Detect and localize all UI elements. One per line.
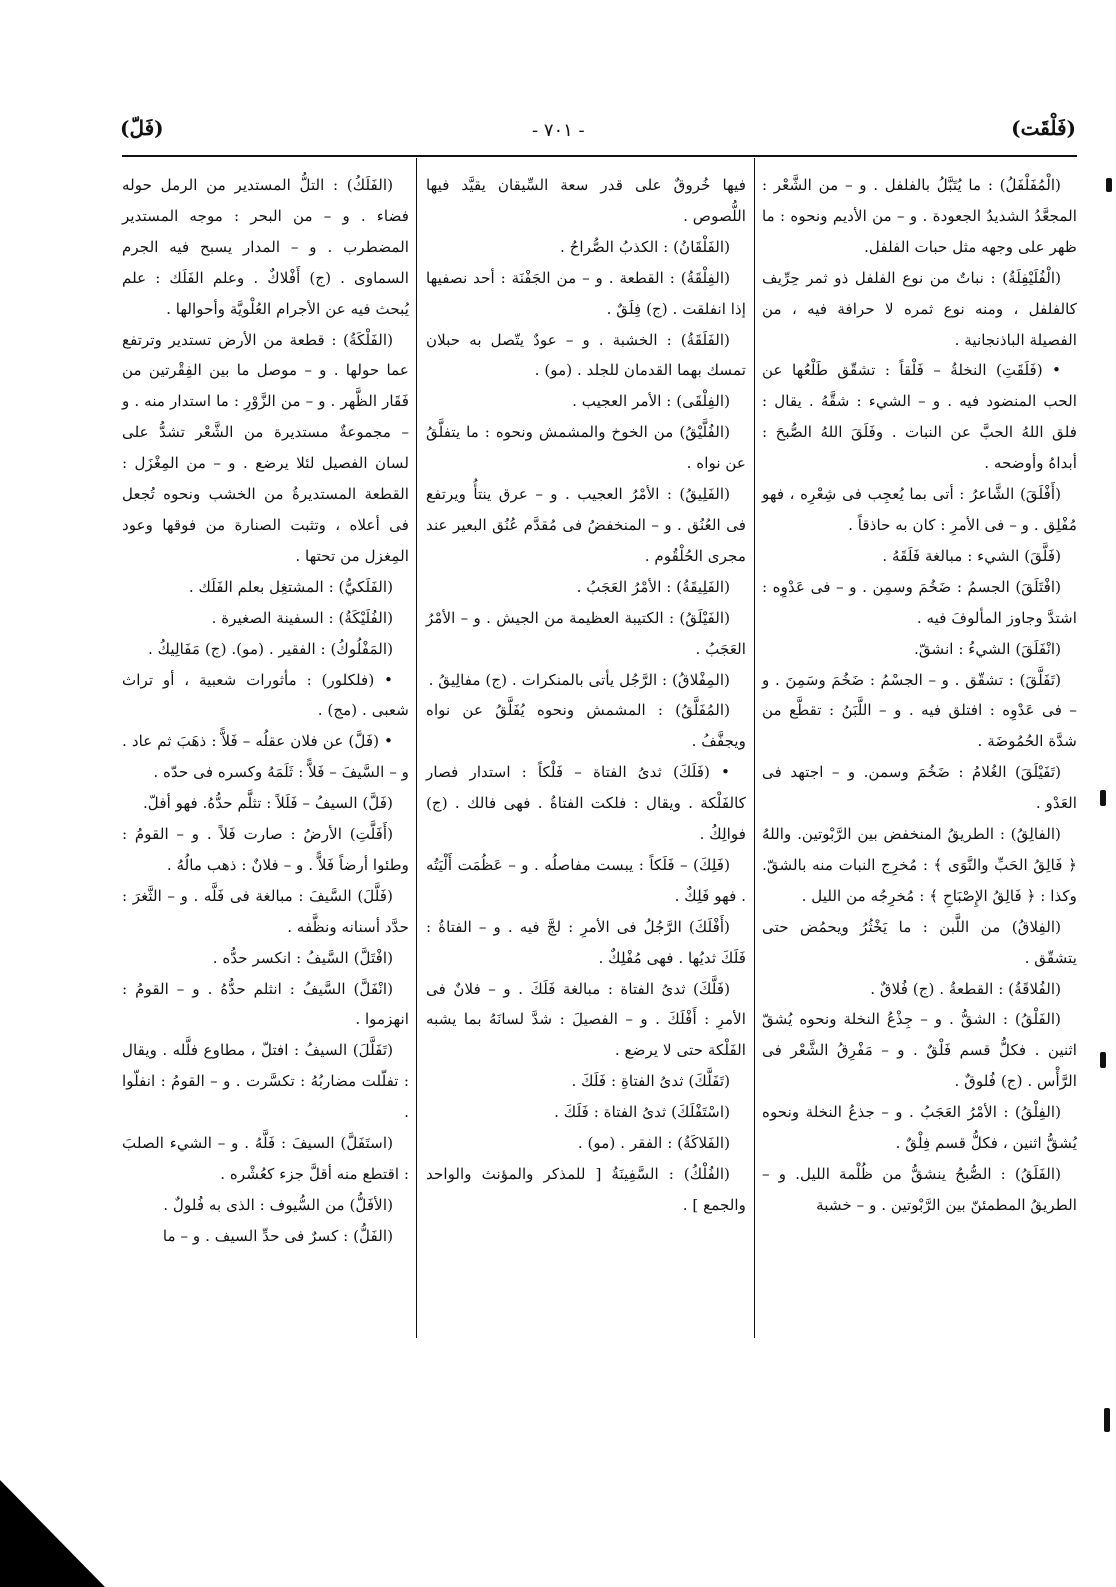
dictionary-entry: (الفِلْقَةُ) : القطعة . و – من الجَفْنَة : أحد نصفيها إذا انفلقت . (ج) فِلَقٌ . — [426, 268, 746, 318]
margin-mark — [1104, 1408, 1110, 1432]
corner-shadow — [0, 1480, 105, 1587]
dictionary-entry: (الْفُلَيْفِلَةُ) : نباتٌ من نوع الفلفل ذو ثمر حِرِّيف كالفلفل ، ومنه نوع ثمره لا حرافة فيه ، من الفصيلة الباذنجانية . — [762, 268, 1077, 349]
dictionary-entry: (الفُلْكُ) : السَّفِينَةُ [ للمذكر والمؤنث والواحد والجمع ] . — [426, 1165, 746, 1214]
dictionary-entry: (فَلِكَ) – فَلَكاً : يبست مفاصلُه . و – عَظُمَت أَلْيَتُه . فهو فَلِكٌ . — [426, 855, 746, 905]
column-right — [762, 170, 1077, 1221]
dictionary-entry: (تَفَلَّكَ) ثدىُ الفتاةِ : فَلَكَ . — [571, 1072, 730, 1091]
dictionary-entry: (أَفْلَكَ) الرَّجُلُ فى الأمرِ : لجَّ فيه . و – الفتاةُ : فَلَكَ ثديُها . فهى مُفْلِكٌ . — [426, 917, 746, 967]
dictionary-entry: (المُفَلَّقُ) : المشمش ونحوه يُفَلَّقُ عن نواه ويجفَّفُ . — [426, 701, 746, 751]
dictionary-entry: (الفالِقُ) : الطريقُ المنخفض بين الرَّبْوتين. واللهُ ﴿ فَالِقُ الحَبِّ والنَّوَى ﴾ : مُخرِج النبات منه بالشقّ. وكذا : ﴿ فَالِقُ الإِصْبَاحِ ﴾ : مُخرِجُه من الليل . — [762, 825, 1077, 905]
dictionary-entry: (الفَلْكَةُ) : قطعة من الأرض تستدير وترتفع عما حولها . و – موصل ما بين الفِقْرتين من فَقَار الظَّهر . و – من الزَّوْرِ : ما استدار منه . و – مجموعةٌ مستديرة من الشَّعْر تشدُّ على لسان الفصيل لئلا يرضع . و – من المِغْزَل : القطعة المستديرةُ من الخشب ونحوه تُجعل فى أعلاه ، وتثبت الصنارة من فوقها وعود المِغزل من تحتها . — [122, 330, 409, 565]
dictionary-entry: (المَفْلُوكُ) : الفقير . (مو). (ج) مَفَالِيكُ . — [147, 639, 393, 658]
dictionary-entry: (تَفَلَّلَ) السيفُ : افتلّ ، مطاوع فلَّله . ويقال : تفلّلت مضاربُهُ : تكسَّرت . و – القومُ : انفلّوا . — [122, 1041, 409, 1122]
dictionary-entry: (فَلَّكَ) ثدىُ الفتاة : مبالغة فَلَكَ . و – فلانٌ فى الأمرِ : أَفْلَكَ . و – الفصيلَ : شدَّ لسانَهُ بما يشبه الفَلْكة حتى لا يرضع . — [426, 979, 746, 1060]
page-number: - ٧٠١ - — [532, 120, 585, 141]
dictionary-entry: (الفَلَكُ) : التلُّ المستدير من الرمل حوله فضاء . و – من البحر : موجه المستدير المضطرب . و – المدار يسبح فيه الجرم السماوى . (ج) أَفْلاكٌ . وعلم الفَلَك : علم يُبحث فيه عن الأجرام العُلْويَّة وأحوالها . — [122, 176, 409, 318]
dictionary-entry: (الفَلِيقُ) : الأمْرُ العجيب . و – عرق ينتأُ ويرتفع فى العُنُق . و – المنخفضُ فى مُقدَّم عُنُق البعير عند مجرى الحُلْقُوم . — [426, 485, 746, 565]
dictionary-entry: (الفَيْلَقُ) : الكتيبة العظيمة من الجيش . و – الأمْرُ العَجَبُ . — [426, 608, 746, 658]
dictionary-entry: (المِفْلاقُ) : الرَّجُل يأتى بالمنكرات . (ج) مفالِيقُ . — [428, 670, 730, 689]
dictionary-entry: (الفُلاقَةُ) : القطعةُ . (ج) فُلاقٌ . — [870, 979, 1061, 998]
dictionary-entry: • (فلكلور) : مأثورات شعبية ، أو تراث شعبى . (مج) . — [122, 670, 409, 720]
margin-mark — [1106, 178, 1112, 192]
dictionary-entry: (الفَلْقَانُ) : الكذبُ الصُّراحُ . — [559, 237, 730, 256]
dictionary-entry: • (فَلَقَتِ) النخلةُ – فَلْقاً : تشقّق طَلْعُها عن الحب المنضود فيه . و – الشيء : شقَّهُ . يقال : فلق اللهُ الحبَّ عن النبات . وفَلَقَ اللهُ الصُّبحَ : أبداهُ وأوضحه . — [762, 361, 1077, 473]
header-root-word: (فَلْقَت) — [1011, 116, 1076, 140]
dictionary-entry: (الفَلَكيُّ) : المشتغِل بعلم الفَلَك . — [188, 577, 393, 596]
header-end-word: (فَلّ) — [120, 116, 164, 140]
dictionary-entry: (اسْتَفْلَكَ) ثدىُ الفتاة : فَلَكَ . — [554, 1103, 730, 1122]
dictionary-entry: (الْمُفَلْفَلُ) : ما يُتَبَّلُ بالفلفل . و – من الشَّعْر : المجعَّدُ الشديدُ الجعودة . و – من الأديم ونحوه : ما ظهر على وجهه مثل حبات الفلفل. — [762, 176, 1077, 256]
dictionary-entry: (الفَلْقُ) : الشقُّ . و – جِذْعُ النخلة ونحوه يُشقّ اثنين . فكلُّ قسم فَلْقٌ . و – مَفْرِقُ الشَّعْر فى الرَّأْس . (ج) فُلوقٌ . — [762, 1010, 1077, 1091]
dictionary-entry: (الفِلْقَى) : الأمر العجيب . — [572, 392, 730, 411]
dictionary-entry: (الفَلَقُ) : الصُّبحُ ينشقُّ من ظُلْمة الليل. و – الطريقُ المطمئنّ بين الرَّبْوتين . و – خشبة — [762, 1165, 1077, 1214]
dictionary-entry: (الفُلَّيْقُ) من الخوخ والمشمش ونحوه : ما يتفلَّقُ عن نواه . — [426, 423, 746, 473]
margin-mark — [1100, 1052, 1106, 1068]
dictionary-entry: (الفَلِيقَةُ) : الأمْرُ العَجَبُ . — [576, 577, 730, 596]
header-rule — [122, 155, 1077, 157]
dictionary-entry: فيها خُروقٌ على قدر سعة السِّيقان يقيَّد فيها اللُّصوص . — [426, 176, 746, 225]
dictionary-entry: (فَلَّلَ) السَّيفَ : مبالغة فى فَلَّه . و – الثَّغرَ : حدَّد أسنانه ونظَّفه . — [122, 886, 409, 936]
dictionary-entry: • (فَلَكَ) ثدىُ الفتاة – فَلْكاً : استدار فصار كالفَلْكة . ويقال : فلكت الفتاةُ . فهى فالك . (ج) فوالِكُ . — [426, 763, 746, 844]
dictionary-entry: (انْفَلَّ) السَّيفُ : انثلم حدُّهُ . و – القومُ : انهزموا . — [122, 979, 409, 1029]
column-left — [122, 170, 409, 1252]
dictionary-entry: (انْفَلَقَ) الشيءُ : انشقّ. — [914, 639, 1061, 658]
margin-mark — [1100, 790, 1106, 806]
column-middle — [426, 170, 746, 1221]
dictionary-entry: (أَفْلَقَ) الشَّاعرُ : أتى بما يُعجِب فى شِعْرِه ، فهو مُفْلِق . و – فى الأمرِ : كان به حاذقاً . — [762, 485, 1077, 534]
dictionary-entry: (الفَلُّ) : كسرٌ فى حدِّ السيف . و – ما — [162, 1226, 393, 1245]
dictionary-entry: (أَفَلَّتِ) الأرضُ : صارت فَلاً . و – القومُ : وطئوا أرضاً فَلاًّ . و – فلانٌ : ذهب مالُهُ . — [122, 825, 409, 874]
dictionary-entry: (فَلَّقَ) الشيء : مبالغة فَلَقَهُ . — [882, 546, 1061, 565]
dictionary-entry: (تَفَيْلَقَ) الغُلامُ : ضَخُمَ وسمن. و – اجتهد فى العَدْو . — [762, 763, 1077, 813]
dictionary-entry: (الفَلاكَةُ) : الفقر . (مو) . — [577, 1134, 730, 1153]
dictionary-entry: (افْتَلَقَ) الجسمُ : ضَخُمَ وسمِن . و – فى عَدْوِه : اشتدَّ وجاوز المألوفَ فيه . — [762, 577, 1077, 627]
dictionary-entry: (افْتَلَّ) السَّيفُ : انكسر حدُّه . — [212, 948, 393, 967]
column-divider-left — [416, 158, 417, 1338]
dictionary-entry: (الفِلاقُ) من اللَّبن : ما يَخْثُرُ ويحمُض حتى يتشقّق . — [762, 917, 1077, 967]
dictionary-entry: • (فَلَّ) عن فلان عقلُه – فَلاًّ : ذهَبَ ثم عاد . و – السَّيفَ – فَلاًّ : ثَلَمَهُ وكسره فى حدّه . — [122, 732, 409, 782]
dictionary-entry: (تَفَلَّقَ) : تشقّق . و – الجسْمُ : ضَخُمَ وسَمِنَ . و – فى عَدْوِه : افتلق فيه . و – اللَّبَنُ : تقطَّع من شدَّة الحُمُوضَة . — [762, 670, 1077, 751]
dictionary-entry: (الفُلَيْكَةُ) : السفينة الصغيرة . — [211, 608, 393, 627]
dictionary-entry: (الفِلْقُ) : الأمْرُ العَجَبُ . و – جذعُ النخلة ونحوه يُشقُّ اثنين ، فكلُّ قسم فِلْقٌ . — [762, 1103, 1077, 1153]
dictionary-entry: (الأفَلُّ) من السُّيوف : الذى به فُلولٌ . — [163, 1195, 393, 1214]
dictionary-entry: (فَلَّ) السيفُ – فَلَلاً : تثلَّم حدُّهُ. فهو أفلّ. — [142, 794, 393, 813]
dictionary-entry: (الفَلَقَةُ) : الخشبة . و – عودٌ يتّصل به حبلان تمسك بهما القدمان للجلد . (مو) . — [426, 330, 746, 380]
column-divider-right — [754, 158, 755, 1338]
dictionary-entry: (استَفَلَّ) السيفَ : فَلَّهُ . و – الشيء الصلبَ : اقتطع منه أقلَّ جزء كعُشْره . — [122, 1134, 409, 1183]
